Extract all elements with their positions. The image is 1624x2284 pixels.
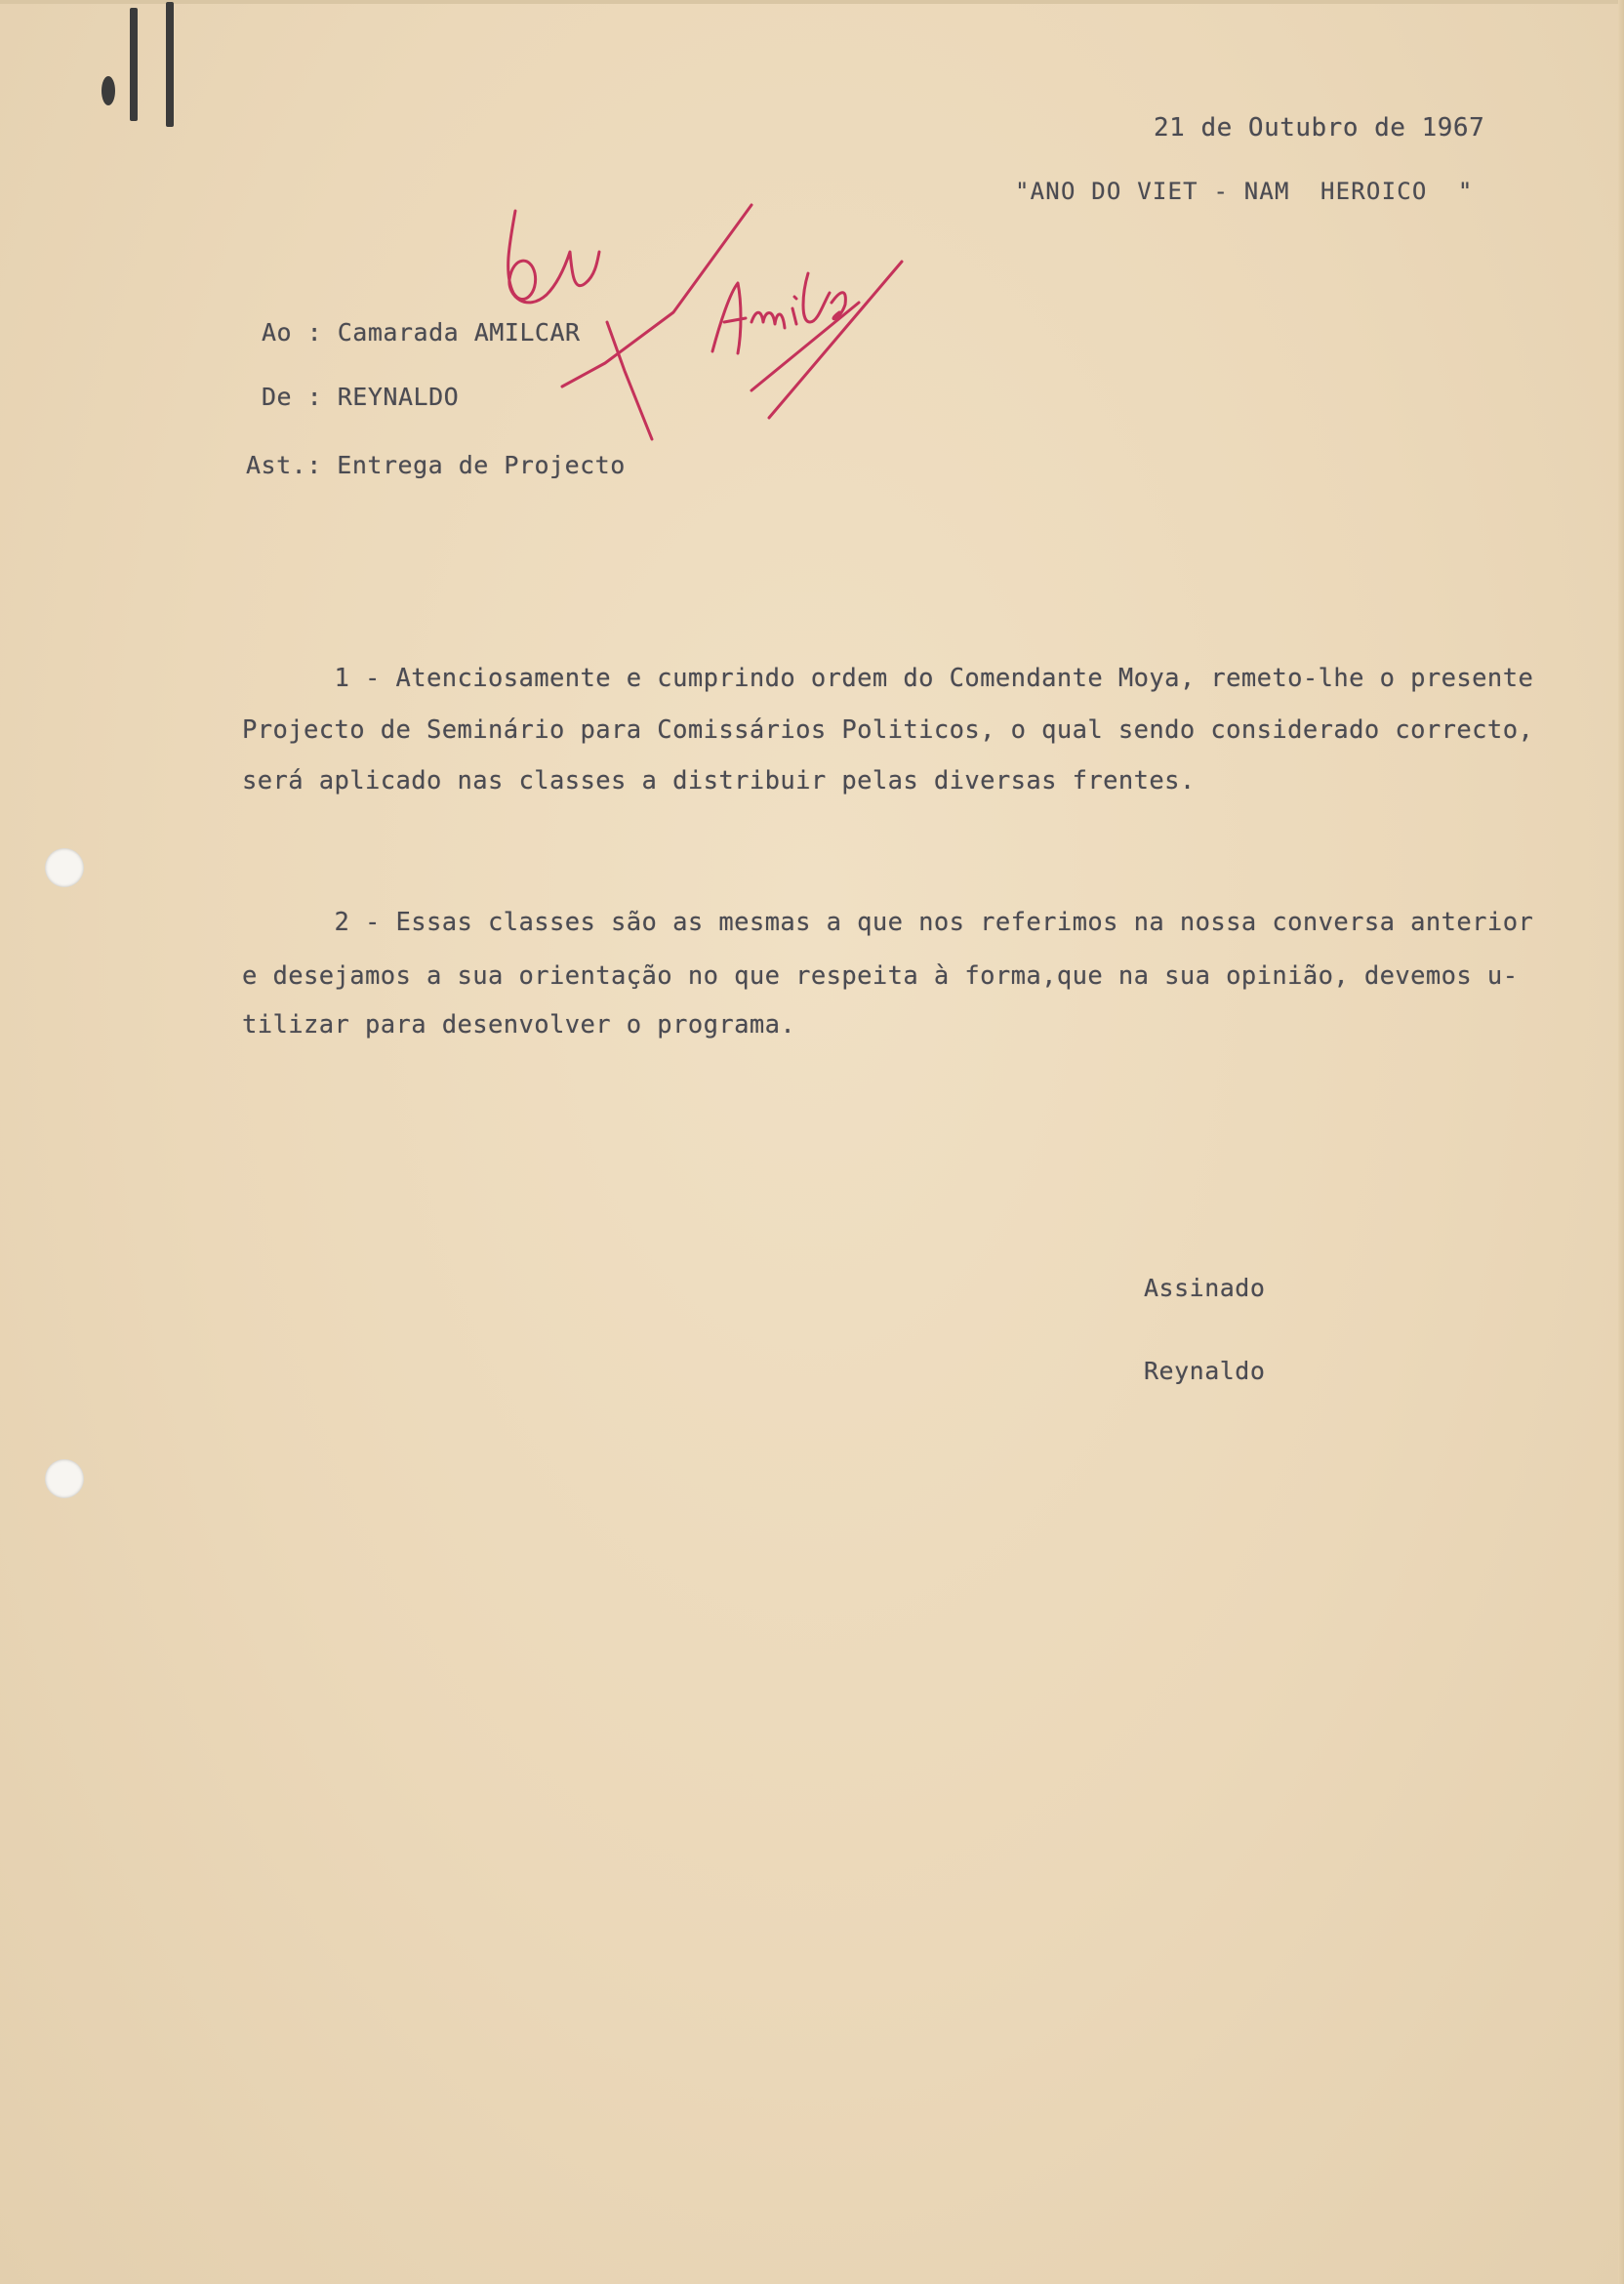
paragraph-1-line: Projecto de Seminário para Comissários Politicos, o qual sendo considerado correcto, — [242, 715, 1534, 745]
recipient-line: Ao : Camarada AMILCAR — [262, 318, 581, 347]
letter-date: 21 de Outubro de 1967 — [1154, 113, 1485, 143]
paragraph-2-line: 2 - Essas classes são as mesmas a que nos referimos na nossa conversa anterior — [242, 908, 1534, 937]
paragraph-1-line: 1 - Atenciosamente e cumprindo ordem do Comendante Moya, remeto-lhe o presente — [242, 664, 1534, 693]
paragraph-1-line: será aplicado nas classes a distribuir pelas diversas frentes. — [242, 766, 1196, 795]
paragraph-2-line: tilizar para desenvolver o programa. — [242, 1010, 796, 1040]
paragraph-2-line: e desejamos a sua orientação no que respeita à forma,que na sua opinião, devemos u- — [242, 961, 1519, 991]
sender-line: De : REYNALDO — [262, 383, 460, 411]
subject-line: Ast.: Entrega de Projecto — [246, 451, 626, 479]
signature-label: Assinado — [1144, 1274, 1266, 1302]
signature-name: Reynaldo — [1144, 1357, 1266, 1385]
letter-motto: "ANO DO VIET - NAM HEROICO " — [1015, 178, 1474, 205]
